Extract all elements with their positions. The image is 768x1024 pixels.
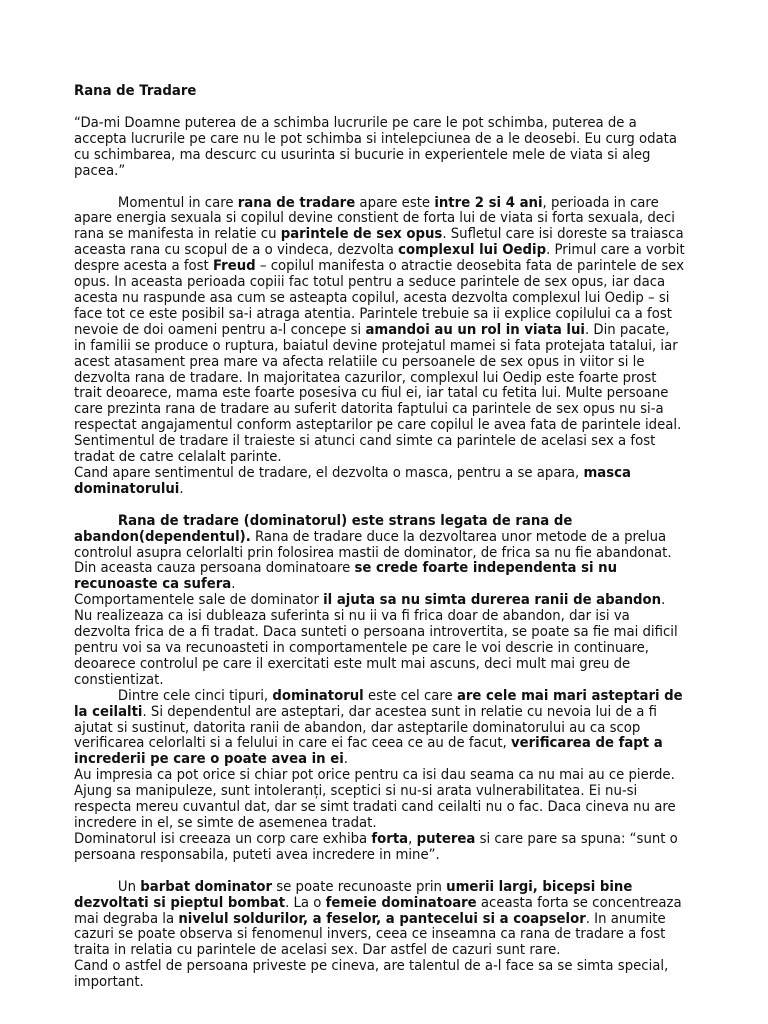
text-run: Rana de tradare duce la dezvoltarea unor metode de a prelua controlul asupra celorlalti prin folosirea mastii de dominator, de frica sa nu fie abandonat. Din aceasta cauza persoana dominatoare (74, 528, 672, 577)
text-run: . Sufletul care isi doreste sa traiasca aceasta rana cu scopul de a o vindeca, dezvolta (74, 226, 684, 259)
bold-text: umerii largi, bicepsi bine dezvoltati si pieptul bombat (74, 878, 633, 911)
opening-quote: “Da-mi Doamne puterea de a schimba lucrurile pe care le pot schimba, puterea de a accepta lucrurile pe care nu le pot schimba si intelepciunea de a le deosebi. Eu curg odata cu schimbarea, ma descurc cu usurinta si bucurie in experientele mele de viata si aleg pacea.” (74, 114, 678, 179)
body-paragraph (74, 196, 685, 466)
body-paragraph (74, 514, 685, 594)
document-page (74, 84, 685, 991)
text-run: apare este (355, 194, 435, 211)
bold-text: complexul lui Oedip (398, 242, 547, 259)
text-run: Cand apare sentimentul de tradare, el dezvolta o masca, pentru a se apara, (74, 464, 584, 481)
bold-text: barbat dominator (140, 878, 273, 895)
text-run: , (408, 830, 417, 847)
text-run: Momentul in care (117, 194, 238, 211)
body-paragraph (74, 593, 685, 688)
document-title: Rana de Tradare (74, 83, 197, 99)
bold-text: parintele de sex opus (280, 226, 443, 243)
text-run: – copilul manifesta o atractie deosebita fata de parintele de sex opus. In aceasta perioada copiii fac totul pentru a seduce parintele de sex opus, iar daca acesta nu raspunde asa cum se asteapta copilul, acesta dezvolta complexul lui Oedip – si face tot ce este posibil sa-i atraga atentia. Parintele trebuie sa ii explice copilului ca a fost nevoie de doi oameni pentru a-l concepe si (74, 258, 685, 338)
bold-text: forta (371, 830, 409, 847)
bold-text: rana de tradare (237, 194, 356, 211)
text-run: . (343, 751, 349, 768)
text-run: Dominatorul isi creeaza un corp care exhiba (74, 830, 372, 847)
bold-text: nivelul soldurilor, a feselor, a pantecelui si a coapselor (178, 910, 586, 927)
text-run: se poate recunoaste prin (272, 878, 447, 895)
text-run: si care pare sa spuna: “sunt o persoana responsabila, puteti avea incredere in mine”. (74, 830, 678, 863)
text-run: . Primul care a vorbit despre acesta a fost (74, 242, 685, 275)
bold-text: il ajuta sa nu simta durerea ranii de abandon (323, 592, 662, 609)
text-run: , perioada in care apare energia sexuala si copilul devine constient de forta lui de viata si forta sexuala, deci rana se manifesta in relatie cu (74, 194, 675, 243)
bold-text: dominatorul (272, 687, 364, 704)
text-run: . (179, 480, 184, 497)
bold-text: Rana de tradare (dominatorul) este strans legata de rana de abandon(dependentul). (74, 512, 573, 545)
bold-text: se crede foarte independenta si nu recunoaste ca sufera (74, 560, 618, 593)
text-run: . La o (285, 894, 326, 911)
body-paragraph (74, 689, 685, 769)
bold-text: are cele mai mari asteptari de la ceilalti (74, 687, 683, 720)
text-run: . Nu realizeaza ca isi dubleaza suferinta si nu ii va fi frica doar de abandon, dar isi va dezvolta frica de a fi tradat. Daca sunteti o persoana introvertita, se poate sa fie mai dificil pentru voi sa va recunoasteti in comportamentele pe care le voi descrie in continuare, deoarece controlul pe care il exercitati este mult mai ascuns, deci mult mai greu de constientizat. (74, 592, 678, 688)
bold-text: intre 2 si 4 ani (434, 194, 543, 211)
text-run: Comportamentele sale de dominator (74, 592, 324, 609)
body-paragraph (74, 466, 685, 498)
bold-text: verificarea de fapt a increderii pe care o poate avea in ei (74, 735, 663, 768)
bold-text: femeie dominatoare (325, 894, 477, 911)
text-run: . In anumite cazuri se poate observa si fenomenul invers, ceea ce inseamna ca rana de tradare a fost traita in relatia cu parintele de acelasi sex. Dar astfel de cazuri sunt rare. (74, 910, 666, 959)
body-paragraph (74, 959, 685, 991)
text-run: . Din pacate, in familii se produce o ruptura, baiatul devine protejatul mamei si fata protejata tatalui, iar acest atasament prea mare va afecta relatiile cu persoanele de sex opus in viitor si le dezvolta rana de tradare. In majoritatea cazurilor, complexul lui Oedip este foarte prost trait deoarece, mama este foarte posesiva cu fiul ei, iar tatal cu fetita lui. Multe persoane care prezinta rana de tradare au suferit datorita faptului ca parintele de sex opus nu si-a respectat angajamentul conform asteptarilor pe care copilul le avea fata de parintele ideal. Sentimentul de tradare il traieste si atunci cand simte ca parintele de acelasi sex a fost tradat de catre celalalt parinte. (74, 321, 682, 466)
text-run: este cel care (363, 687, 457, 704)
bold-text: Freud (212, 258, 256, 275)
bold-text: amandoi au un rol in viata lui (365, 321, 585, 338)
text-run: Au impresia ca pot orice si chiar pot orice pentru ca isi dau seama ca nu mai au ce pierde. Ajung sa manipuleze, sunt intoleranți, sceptici si nu-si arata vulnerabilitatea. Ei nu-si respecta mereu cuvantul dat, dar se simt tradati cand ceilalti nu o fac. Daca cineva nu are incredere in el, se simte de asemenea tradat. (74, 767, 676, 831)
body-paragraph (74, 832, 685, 864)
text-run: Cand o astfel de persoana priveste pe cineva, are talentul de a-l face sa se simta special, important. (74, 958, 669, 991)
document-body (74, 196, 685, 992)
body-paragraph (74, 768, 685, 832)
body-paragraph (74, 880, 685, 960)
text-run: . (231, 576, 236, 593)
bold-text: puterea (416, 830, 476, 847)
text-run: aceasta forta se concentreaza mai degraba la (74, 894, 682, 927)
bold-text: masca dominatorului (74, 464, 631, 497)
text-run: Un (117, 878, 141, 895)
text-run: Dintre cele cinci tipuri, (117, 687, 273, 704)
text-run: . Si dependentul are asteptari, dar acestea sunt in relatie cu nevoia lui de a fi ajutat si sustinut, datorita ranii de abandon, dar asteptarile dominatorului au ca scop verificarea celorlalti si a felului in care ei fac ceea ce au de facut, (74, 703, 657, 752)
